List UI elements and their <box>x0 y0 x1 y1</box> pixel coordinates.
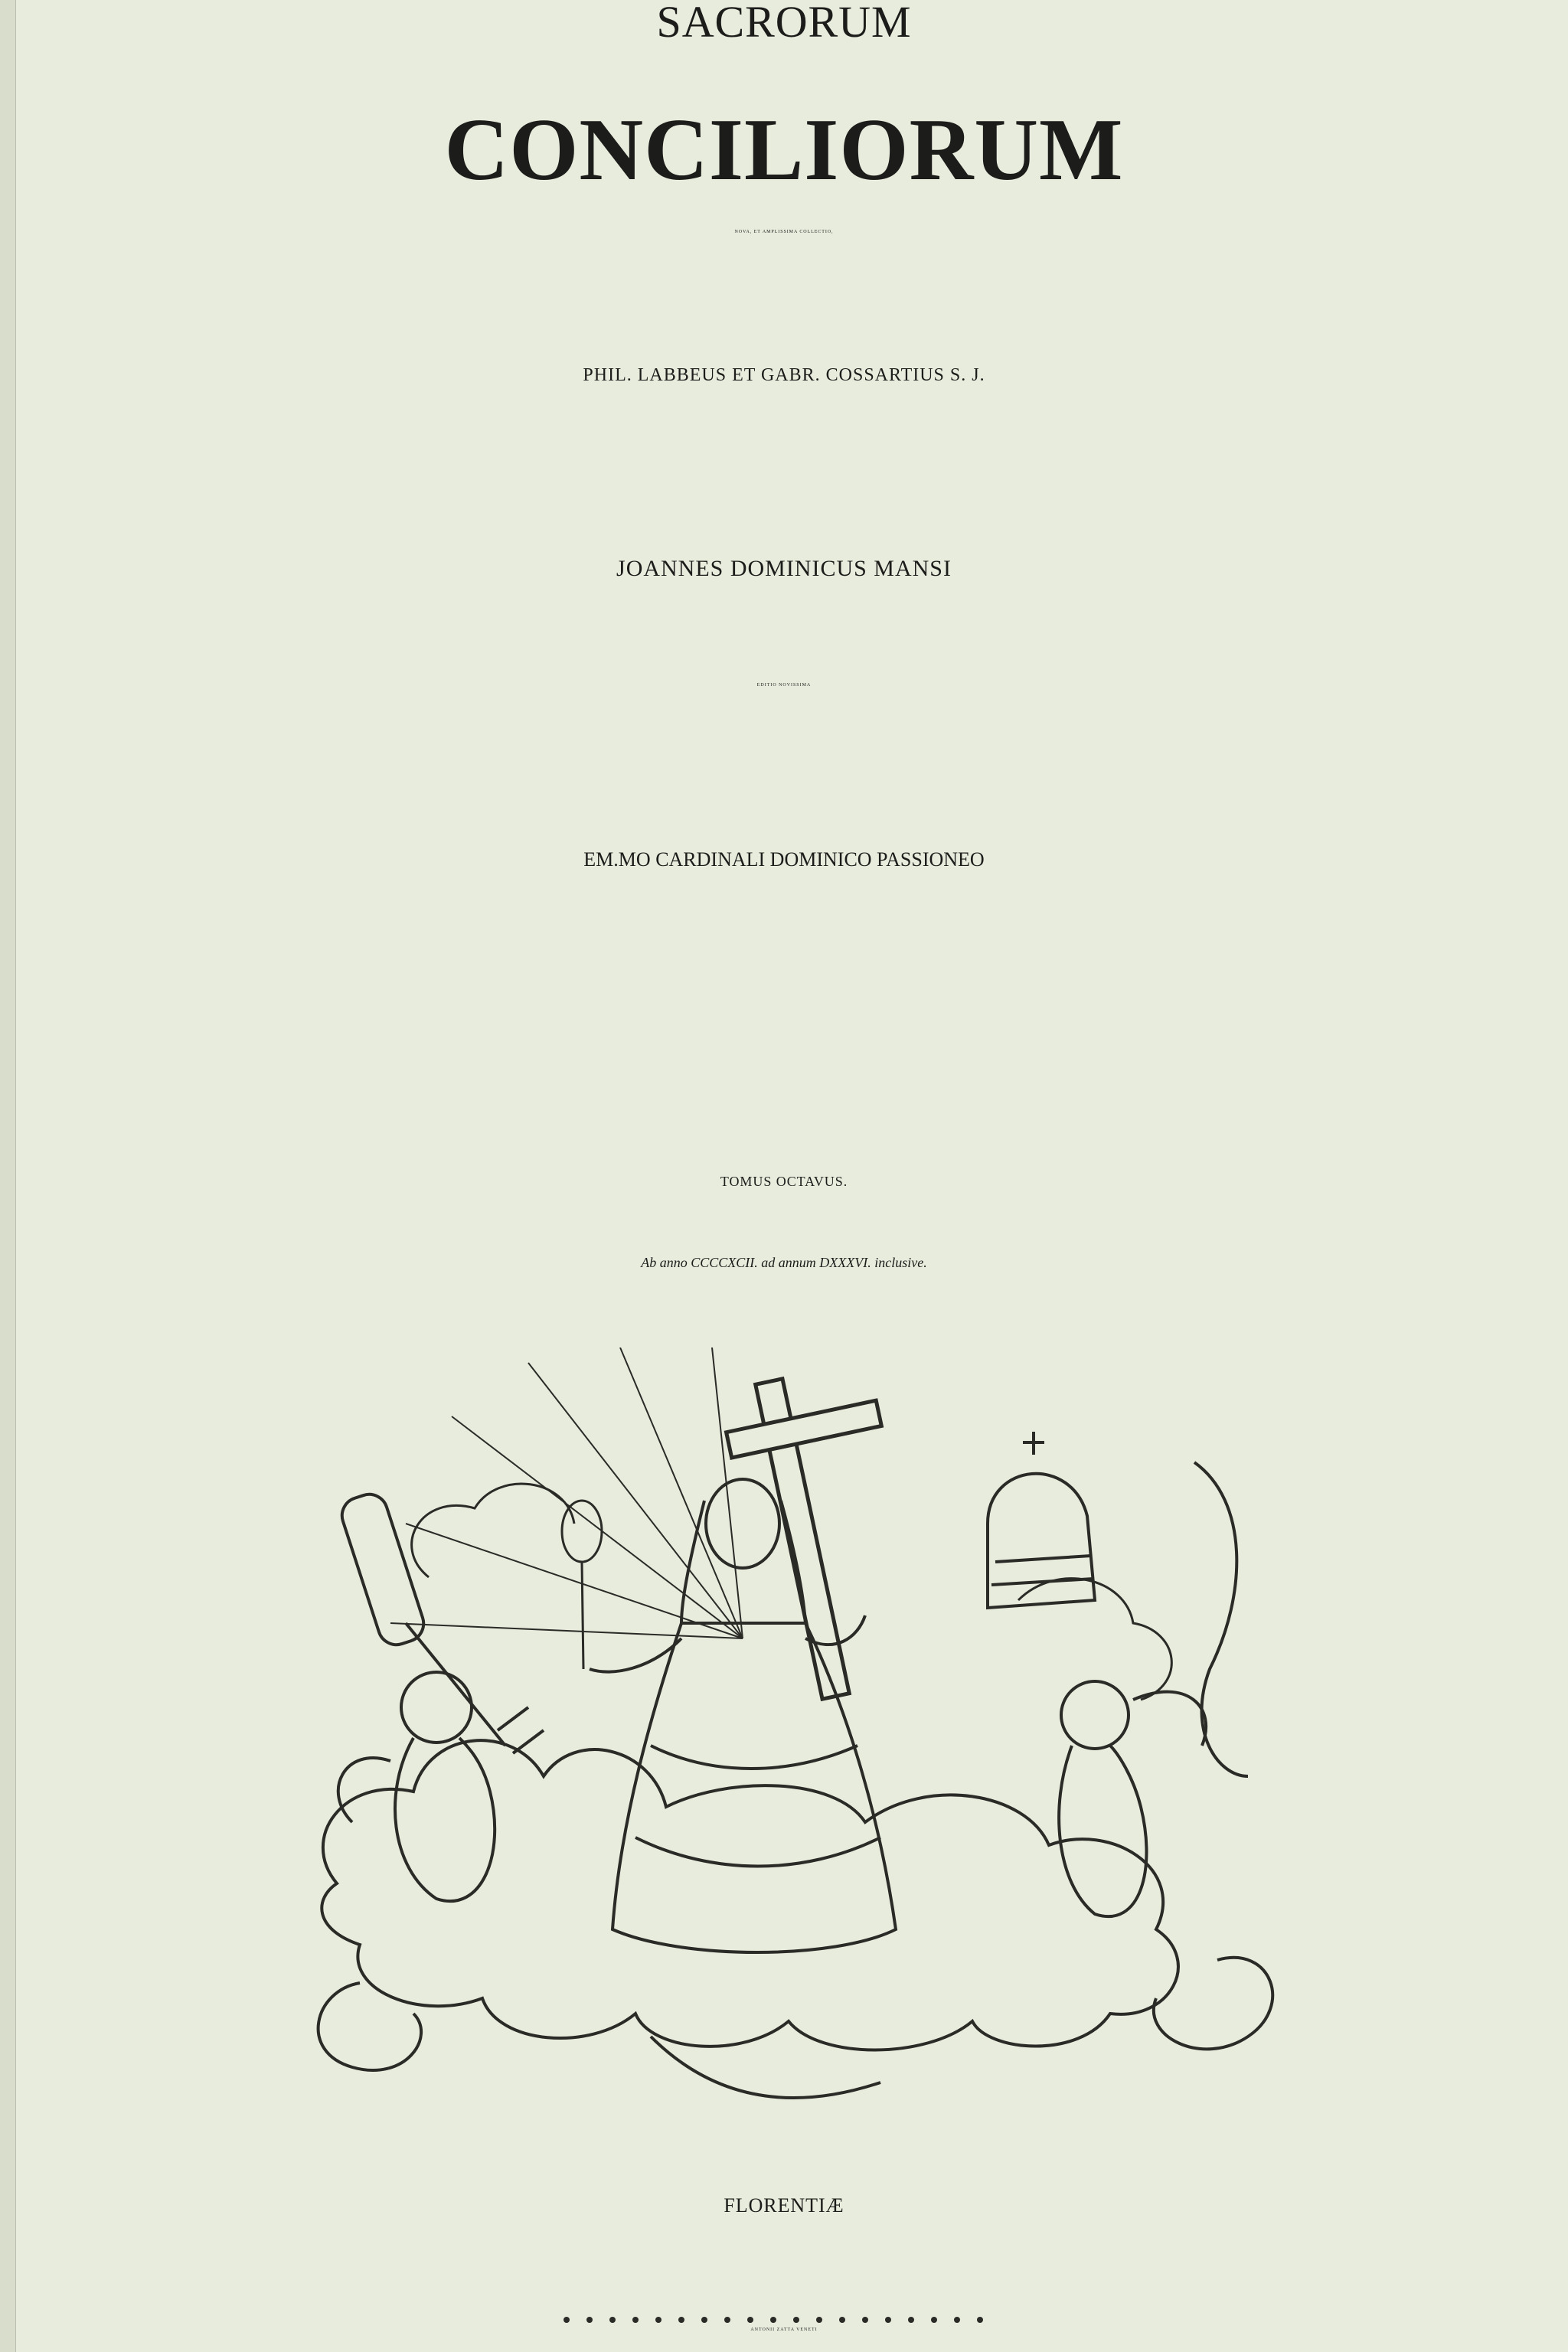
cardinal-passioneo: EM.MO CARDINALI DOMINICO PASSIONEO <box>583 848 985 871</box>
allegorical-engraving <box>253 1348 1340 2136</box>
seated-figure <box>590 1479 896 1952</box>
subtitle-collectio: NOVA, ET AMPLISSIMA COLLECTIO, <box>734 230 834 234</box>
clouds <box>322 1740 1178 2050</box>
imprint-printer: ANTONII ZATTA VENETI <box>750 2328 818 2332</box>
editors-labbeus-cossartius: PHIL. LABBEUS ET GABR. COSSARTIUS S. J. <box>583 365 985 385</box>
fleuron-rule <box>559 2314 1003 2326</box>
volume-label: TOMUS OCTAVUS. <box>720 1174 848 1189</box>
cherub-with-keys <box>338 1490 544 1901</box>
title-line-sacrorum: SACRORUM <box>656 0 912 47</box>
cherub-with-tiara <box>988 1432 1206 1916</box>
year-range: Ab anno CCCCXCII. ad annum DXXXVI. inclusive. <box>641 1255 927 1270</box>
imprint-place: FLORENTIÆ <box>724 2194 844 2216</box>
title-line-conciliorum: CONCILIORUM <box>444 101 1124 199</box>
editio-novissima: EDITIO NOVISSIMA <box>756 683 812 688</box>
light-rays <box>390 1348 743 1638</box>
editor-mansi: JOANNES DOMINICUS MANSI <box>616 556 952 581</box>
cross <box>727 1379 882 1699</box>
